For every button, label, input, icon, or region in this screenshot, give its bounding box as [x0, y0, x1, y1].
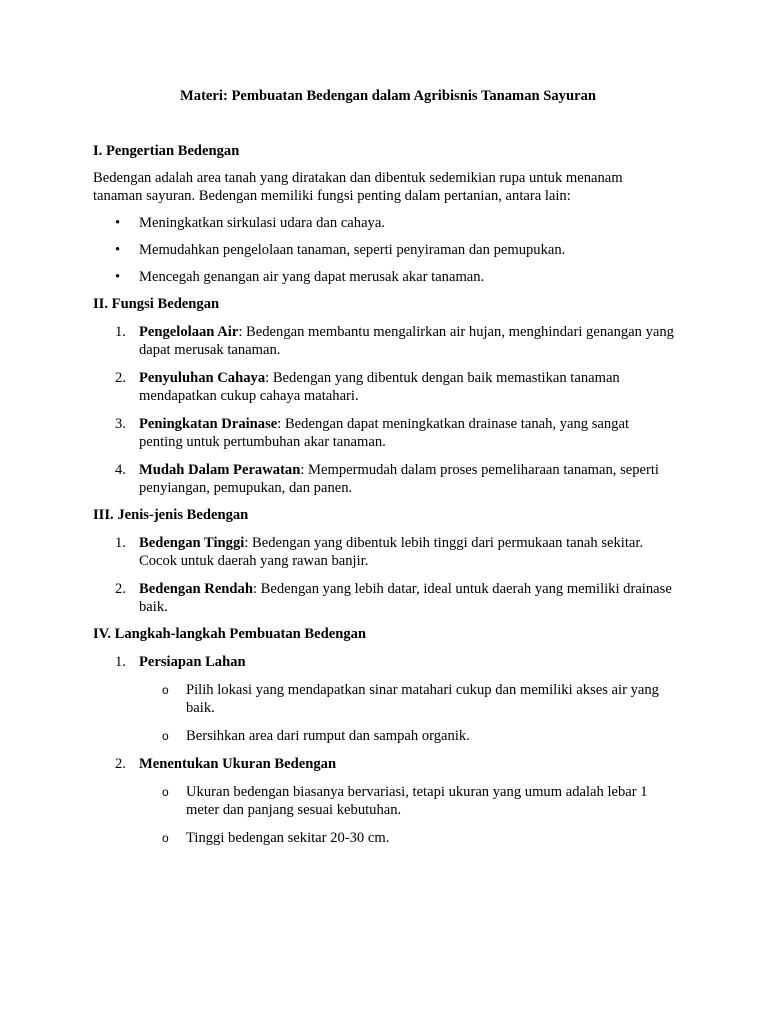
list-number: 1.: [115, 324, 126, 340]
sub-bullet-marker: o: [162, 785, 169, 799]
list-item: [93, 534, 675, 570]
bullet-marker: •: [115, 215, 121, 231]
sub-list-item-text: Ukuran bedengan biasanya bervariasi, tetapi ukuran yang umum adalah lebar 1 meter dan panjang sesuai kebutuhan.: [186, 784, 648, 818]
section-heading-fungsi: II. Fungsi Bedengan: [93, 296, 220, 312]
list-item-text: : Bedengan yang lebih datar, ideal untuk daerah yang memiliki drainase baik.: [139, 581, 672, 615]
list-item-text: : Bedengan dapat meningkatkan drainase tanah, yang sangat penting untuk pertumbuhan akar tanaman.: [139, 416, 629, 450]
list-item-term: Mudah Dalam Perawatan: [139, 462, 301, 478]
list-item: [93, 369, 675, 405]
list-item: [93, 214, 675, 232]
list-item-text: Mencegah genangan air yang dapat merusak akar tanaman.: [139, 269, 485, 285]
list-number: 1.: [115, 535, 126, 551]
section-heading-pengertian: I. Pengertian Bedengan: [93, 143, 240, 159]
list-item-text: : Bedengan membantu mengalirkan air hujan, menghindari genangan yang dapat merusak tanaman.: [139, 324, 674, 358]
list-item: [93, 580, 675, 616]
list-item: [93, 268, 675, 286]
list-item-term: Penyuluhan Cahaya: [139, 370, 266, 386]
pengertian-paragraph: Bedengan adalah area tanah yang diratakan dan dibentuk sedemikian rupa untuk menanam tanaman sayuran. Bedengan memiliki fungsi penting dalam pertanian, antara lain:: [93, 170, 623, 204]
list-item: [93, 241, 675, 259]
list-item: [93, 461, 675, 497]
list-item: [93, 755, 675, 847]
sub-list: [93, 681, 675, 745]
list-number: 2.: [115, 581, 126, 597]
list-item-term: Menentukan Ukuran Bedengan: [139, 756, 337, 772]
sub-list-item: [93, 727, 675, 745]
langkah-numbered-list: [93, 653, 675, 847]
list-item-term: Peningkatan Drainase: [139, 416, 278, 432]
pengertian-bullet-list: [93, 214, 675, 286]
list-item-term: Bedengan Rendah: [139, 581, 253, 597]
document-title: Materi: Pembuatan Bedengan dalam Agribisnis Tanaman Sayuran: [180, 88, 596, 104]
list-item-text: : Bedengan yang dibentuk dengan baik memastikan tanaman mendapatkan cukup cahaya matahari.: [139, 370, 620, 404]
list-item-text: : Mempermudah dalam proses pemeliharaan tanaman, seperti penyiangan, pemupukan, dan panen.: [139, 462, 659, 496]
list-item-term: Bedengan Tinggi: [139, 535, 245, 551]
sub-list-item-text: Bersihkan area dari rumput dan sampah organik.: [186, 728, 470, 744]
bullet-marker: •: [115, 242, 121, 258]
fungsi-numbered-list: [93, 323, 675, 497]
list-number: 2.: [115, 756, 126, 772]
sub-list-item-text: Tinggi bedengan sekitar 20-30 cm.: [186, 830, 390, 846]
list-item: [93, 323, 675, 359]
sub-list-item-text: Pilih lokasi yang mendapatkan sinar matahari cukup dan memiliki akses air yang baik.: [186, 682, 659, 716]
sub-list-item: [93, 681, 675, 717]
sub-list: [93, 783, 675, 847]
list-number: 1.: [115, 654, 126, 670]
jenis-numbered-list: [93, 534, 675, 616]
section-heading-langkah: IV. Langkah-langkah Pembuatan Bedengan: [93, 626, 367, 642]
list-item: [93, 415, 675, 451]
list-item: [93, 653, 675, 745]
list-number: 3.: [115, 416, 126, 432]
sub-list-item: [93, 829, 675, 847]
bullet-marker: •: [115, 269, 121, 285]
list-item-text: Memudahkan pengelolaan tanaman, seperti penyiraman dan pemupukan.: [139, 242, 566, 258]
sub-bullet-marker: o: [162, 683, 169, 697]
list-item-text: : Bedengan yang dibentuk lebih tinggi dari permukaan tanah sekitar. Cocok untuk daerah yang rawan banjir.: [139, 535, 644, 569]
sub-bullet-marker: o: [162, 729, 169, 743]
sub-bullet-marker: o: [162, 831, 169, 845]
list-number: 2.: [115, 370, 126, 386]
list-item-text: Meningkatkan sirkulasi udara dan cahaya.: [139, 215, 385, 231]
list-number: 4.: [115, 462, 126, 478]
list-item-term: Persiapan Lahan: [139, 654, 246, 670]
sub-list-item: [93, 783, 675, 819]
section-heading-jenis: III. Jenis-jenis Bedengan: [93, 507, 249, 523]
list-item-term: Pengelolaan Air: [139, 324, 239, 340]
